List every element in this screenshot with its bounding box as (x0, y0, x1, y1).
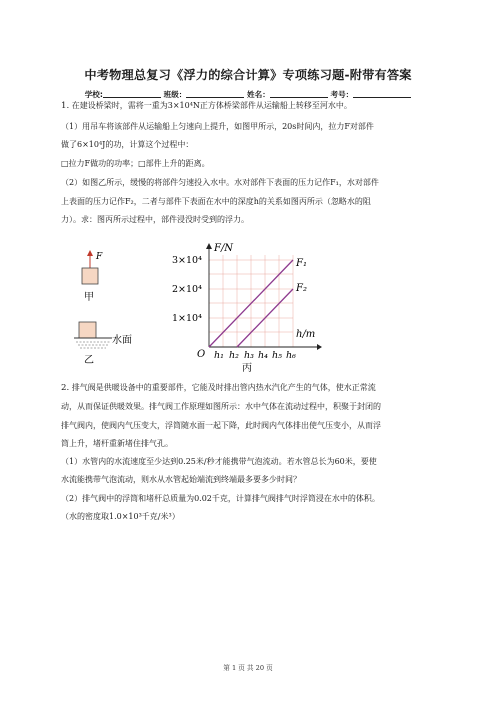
q2-part1-line2: 水流能携带气泡流动，则水从水管起始端流到终端最多要多少时间？ (61, 475, 301, 484)
x-tick-h3: h₃ (244, 350, 254, 361)
jia-block (82, 268, 98, 284)
school-label: 学校: (84, 90, 103, 99)
x-axis-arrow (317, 344, 322, 350)
figure-jia (82, 250, 103, 303)
q2-part2-line2: （水的密度取1.0×10³千克/米³） (61, 512, 180, 521)
q2-number: 2. (61, 383, 70, 393)
x-tick-h6: h₆ (286, 350, 296, 361)
q2-line4: 筒上升，堵杆重新堵住排气孔。 (61, 439, 173, 448)
jia-force-label: F (96, 252, 103, 262)
x-tick-h2: h₂ (229, 350, 239, 361)
q1-part2-line2: 上表面的压力记作F₂，二者与部件下表面在水中的深度h的关系如图丙所示（忽略水的阻 (61, 197, 371, 206)
class-label: 班级： (163, 90, 187, 99)
exam-number-label: 考号： (330, 90, 354, 99)
q1-part1-line1: （1）用吊车将该部件从运输船上匀速向上提升，如图甲所示，20s时间内，拉力F对部件 (61, 122, 374, 131)
origin-label: O (197, 349, 206, 360)
y-tick-1e4: 1×10⁴ (172, 313, 202, 324)
q2-line1 (61, 382, 376, 394)
x-tick-h5: h₅ (272, 350, 282, 361)
q2-part2-line1: （2）排气阀中的浮筒和堵杆总质量为0.02千克，计算排气阀排气时浮筒浸在水中的体积。 (61, 494, 380, 503)
q1-part2-line1: （2）如图乙所示，缓慢的将部件匀速投入水中。水对部件下表面的压力记作F₁，水对部件 (61, 178, 379, 187)
y-tick-3e4: 3×10⁴ (172, 255, 202, 266)
q1-stem-text: 在建设桥梁时，需将一重为3×10⁴N正方体桥梁部件从运输船上转移至河水中。 (71, 101, 352, 110)
line-f2-label: F₂ (296, 283, 307, 294)
page-footer: 第 1 页 共 20 页 (223, 664, 273, 672)
q1-part2-line3: 力）。求：图丙所示过程中，部件浸没时受到的浮力。 (61, 215, 249, 224)
line-f1-label: F₁ (296, 258, 307, 269)
q1-number: 1. (61, 101, 70, 111)
y-tick-2e4: 2×10⁴ (172, 284, 202, 295)
yi-caption: 乙 (84, 355, 94, 366)
document-title: 中考物理总复习《浮力的综合计算》专项练习题-附带有答案 (84, 68, 412, 82)
q1-part1-line2: 做了6×10⁴J的功，计算这个过程中： (61, 140, 194, 149)
q1-part1-sub: □拉力F做功的功率；□部件上升的距离。 (61, 159, 210, 168)
bing-caption: 丙 (242, 363, 252, 374)
yi-block (79, 322, 96, 338)
jia-caption: 甲 (84, 292, 94, 303)
yi-water-label: 水面 (112, 335, 132, 346)
figure-bing-graph (172, 243, 322, 374)
figure-yi (74, 322, 132, 366)
jia-arrowhead (87, 250, 93, 256)
x-axis-label: h/m (296, 329, 316, 340)
q2-part1-line1: （1）水管内的水流速度至少达到0.25米/秒才能携带气泡流动。若水管总长为60米，要使 (61, 457, 377, 466)
q2-line2: 动，从而保证供暖效果。排气阀工作原理如图所示：水中气体在流动过程中，积聚于封闭的 (61, 402, 381, 411)
y-axis-label: F/N (214, 243, 234, 254)
x-tick-h1: h₁ (214, 350, 224, 361)
q2-line3: 排气阀内，使阀内气压变大，浮筒随水面一起下降，此时阀内气体排出使气压变小，从而浮 (61, 421, 381, 430)
q2-line1-text: 排气阀是供暖设备中的重要部件，它能及时排出管内热水汽化产生的气体，使水正常流 (71, 383, 376, 392)
x-tick-h4: h₄ (258, 350, 268, 361)
y-axis-arrow (206, 243, 212, 249)
name-label: 姓名： (247, 90, 270, 99)
